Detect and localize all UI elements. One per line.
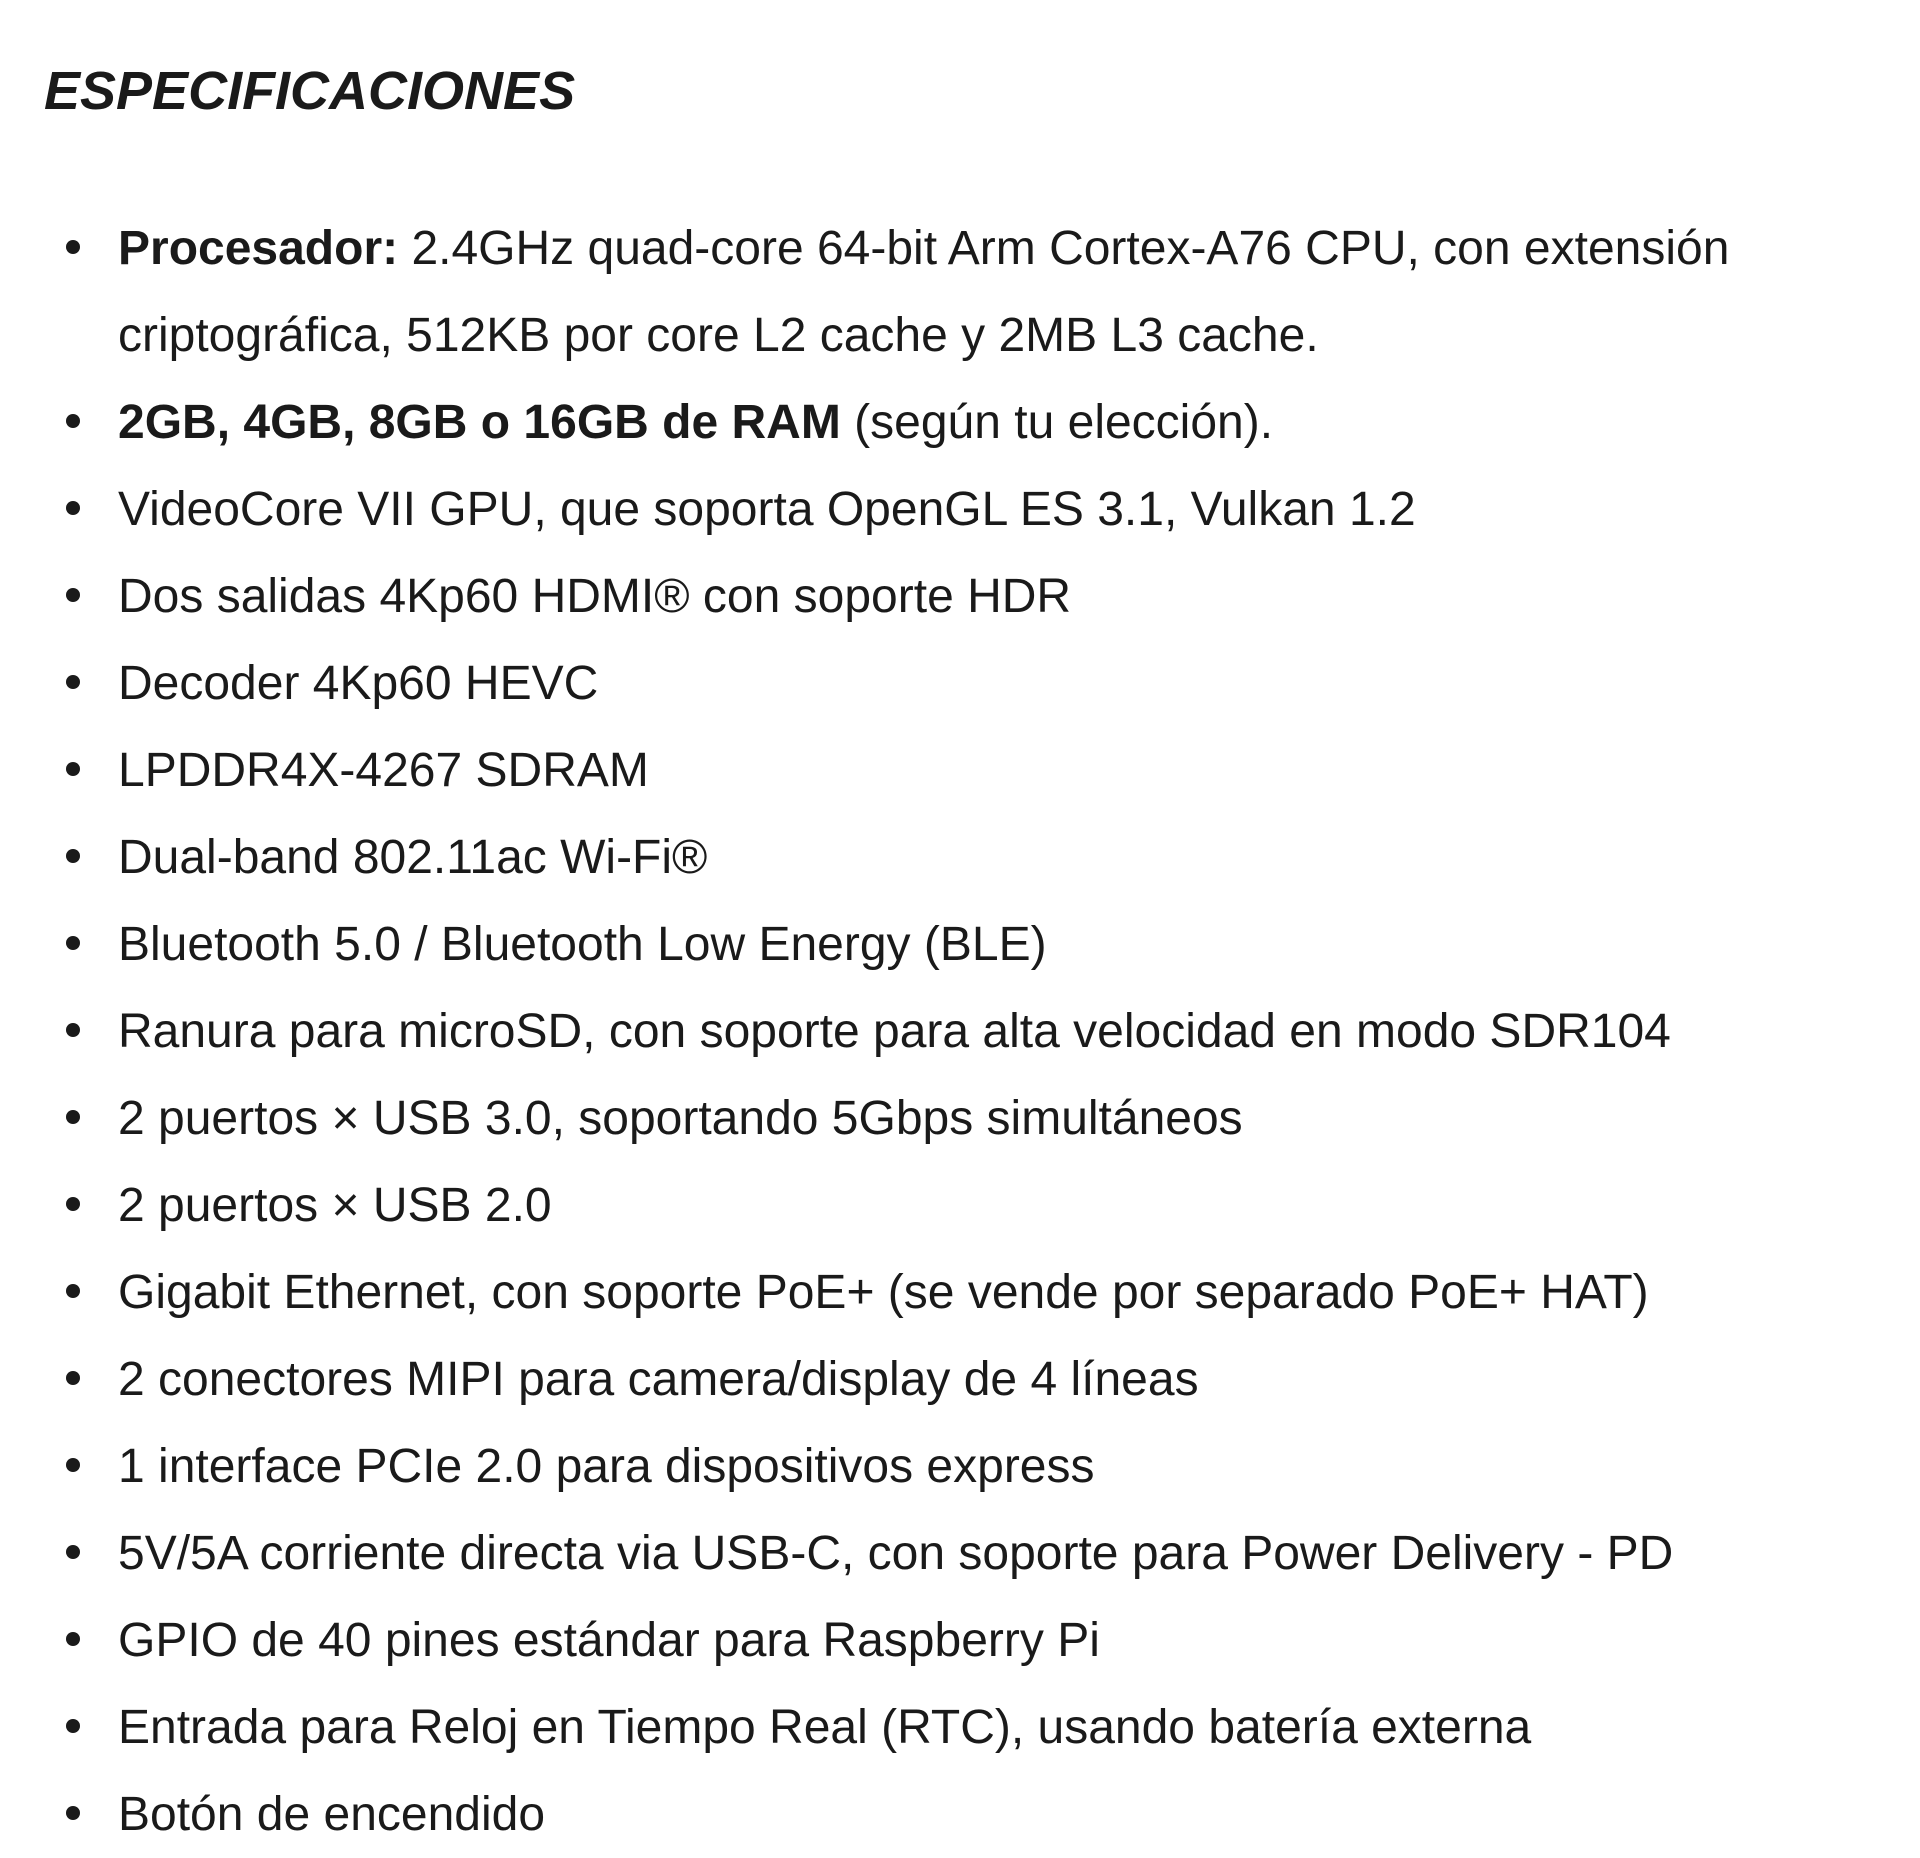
bullet-icon <box>66 1197 80 1211</box>
bullet-icon <box>66 240 80 254</box>
spec-item-usb2 <box>0 1162 1920 1249</box>
spec-item-mipi <box>0 1336 1920 1423</box>
spec-item-bluetooth <box>0 901 1920 988</box>
spec-item-text: (según tu elección). <box>840 396 1274 449</box>
bullet-icon <box>66 1719 80 1733</box>
spec-item-hdmi <box>0 553 1920 640</box>
spec-item-text: Ranura para microSD, con soporte para alta velocidad en modo SDR104 <box>118 1005 1671 1058</box>
spec-item-gpu <box>0 466 1920 553</box>
spec-item-text: LPDDR4X-4267 SDRAM <box>118 744 649 797</box>
spec-item-bold: 2GB, 4GB, 8GB o 16GB de RAM <box>118 396 841 449</box>
spec-item-text: 1 interface PCIe 2.0 para dispositivos express <box>118 1440 1095 1493</box>
bullet-icon <box>66 588 80 602</box>
spec-item-text: 2 puertos × USB 3.0, soportando 5Gbps simultáneos <box>118 1092 1243 1145</box>
spec-item-rtc <box>0 1684 1920 1771</box>
spec-item-text: Bluetooth 5.0 / Bluetooth Low Energy (BLE) <box>118 918 1047 971</box>
spec-item-text: 2 puertos × USB 2.0 <box>118 1179 552 1232</box>
spec-item-wifi <box>0 814 1920 901</box>
bullet-icon <box>66 849 80 863</box>
spec-item-gpio <box>0 1597 1920 1684</box>
bullet-icon <box>66 1458 80 1472</box>
bullet-icon <box>66 675 80 689</box>
bullet-icon <box>66 1284 80 1298</box>
spec-item-text: Dos salidas 4Kp60 HDMI® con soporte HDR <box>118 570 1072 623</box>
spec-item-text: GPIO de 40 pines estándar para Raspberry Pi <box>118 1614 1100 1667</box>
spec-item-text: Botón de encendido <box>118 1788 546 1841</box>
bullet-icon <box>66 1023 80 1037</box>
spec-list <box>0 205 1920 1858</box>
bullet-icon <box>66 1806 80 1820</box>
bullet-icon <box>66 936 80 950</box>
bullet-icon <box>66 1632 80 1646</box>
spec-item-ram <box>0 379 1920 466</box>
spec-item-microsd <box>0 988 1920 1075</box>
spec-item-text: VideoCore VII GPU, que soporta OpenGL ES 3.1, Vulkan 1.2 <box>118 483 1416 536</box>
section-heading: ESPECIFICACIONES <box>44 61 576 121</box>
spec-item-text: Entrada para Reloj en Tiempo Real (RTC), usando batería externa <box>118 1701 1532 1754</box>
bullet-icon <box>66 762 80 776</box>
spec-item-text: 5V/5A corriente directa via USB-C, con soporte para Power Delivery - PD <box>118 1527 1674 1580</box>
spec-item-sdram <box>0 727 1920 814</box>
spec-item-text: Dual-band 802.11ac Wi-Fi® <box>118 831 708 884</box>
spec-item-ethernet <box>0 1249 1920 1336</box>
spec-item-decoder <box>0 640 1920 727</box>
spec-item-text: 2.4GHz quad-core 64-bit Arm Cortex-A76 CPU, con extensión criptográfica, 512KB por core L2 cache y 2MB L3 cache. <box>118 222 1730 362</box>
bullet-icon <box>66 1545 80 1559</box>
bullet-icon <box>66 501 80 515</box>
spec-item-usb3 <box>0 1075 1920 1162</box>
bullet-icon <box>66 1371 80 1385</box>
bullet-icon <box>66 1110 80 1124</box>
spec-item-bold: Procesador: <box>118 222 399 275</box>
spec-item-pcie <box>0 1423 1920 1510</box>
spec-item-text: Decoder 4Kp60 HEVC <box>118 657 599 710</box>
bullet-icon <box>66 414 80 428</box>
spec-item-power <box>0 1510 1920 1597</box>
spec-item-text: Gigabit Ethernet, con soporte PoE+ (se vende por separado PoE+ HAT) <box>118 1266 1649 1319</box>
spec-item-processor <box>0 205 1918 379</box>
spec-item-text: 2 conectores MIPI para camera/display de 4 líneas <box>118 1353 1199 1406</box>
spec-item-power-button <box>0 1771 1920 1858</box>
